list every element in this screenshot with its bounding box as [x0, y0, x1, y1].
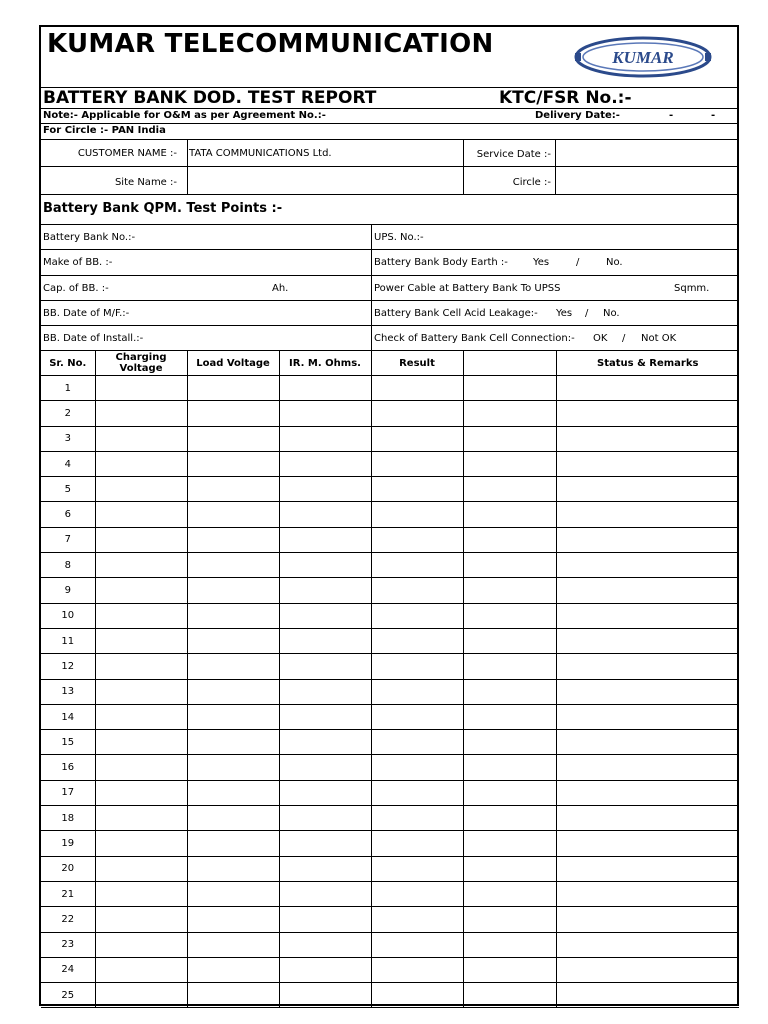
status-remarks-cell[interactable] [556, 502, 739, 527]
delivery-date-label: Delivery Date:- [535, 110, 620, 121]
make-of-bb-label: Make of BB. :- [43, 257, 113, 268]
charging-voltage-cell[interactable] [95, 907, 187, 932]
sr-no-cell: 24 [41, 957, 95, 982]
ir-ohms-cell[interactable] [279, 527, 371, 552]
body-earth-no: No. [606, 257, 623, 268]
acid-yes: Yes [556, 308, 573, 319]
result-cell[interactable] [371, 527, 463, 552]
blank-cell[interactable] [463, 704, 556, 729]
col-header-blank [463, 351, 556, 376]
col-header-load-voltage: Load Voltage [187, 351, 279, 376]
ir-ohms-cell[interactable] [279, 502, 371, 527]
status-remarks-cell[interactable] [556, 755, 739, 780]
table-row [41, 527, 739, 552]
result-cell[interactable] [371, 477, 463, 502]
load-voltage-cell[interactable] [187, 957, 279, 982]
blank-cell[interactable] [463, 730, 556, 755]
blank-cell[interactable] [463, 907, 556, 932]
result-cell[interactable] [371, 856, 463, 881]
blank-cell[interactable] [463, 831, 556, 856]
fsr-number-label: KTC/FSR No.:- [499, 88, 632, 108]
delivery-date-sep: - [669, 110, 674, 121]
charging-voltage-cell[interactable] [95, 679, 187, 704]
body-earth-slash: / [576, 257, 580, 268]
load-voltage-cell[interactable] [187, 603, 279, 628]
result-cell[interactable] [371, 376, 463, 401]
status-remarks-cell[interactable] [556, 907, 739, 932]
result-cell[interactable] [371, 806, 463, 831]
table-row [41, 704, 739, 729]
delivery-date-sep: - [711, 110, 716, 121]
sr-no-cell: 16 [41, 755, 95, 780]
status-remarks-cell[interactable] [556, 527, 739, 552]
sr-no-cell: 23 [41, 932, 95, 957]
table-row [41, 578, 739, 603]
load-voltage-cell[interactable] [187, 502, 279, 527]
acid-no: No. [603, 308, 620, 319]
table-row [41, 679, 739, 704]
sr-no-cell: 1 [41, 376, 95, 401]
status-remarks-cell[interactable] [556, 831, 739, 856]
date-mf-label: BB. Date of M/F.:- [43, 308, 130, 319]
status-remarks-cell[interactable] [556, 881, 739, 906]
battery-bank-no-label: Battery Bank No.:- [43, 232, 136, 243]
result-cell[interactable] [371, 831, 463, 856]
load-voltage-cell[interactable] [187, 831, 279, 856]
for-circle-text: For Circle :- PAN India [43, 125, 166, 136]
charging-voltage-cell[interactable] [95, 553, 187, 578]
table-row [41, 451, 739, 476]
load-voltage-cell[interactable] [187, 553, 279, 578]
charging-voltage-cell[interactable] [95, 401, 187, 426]
status-remarks-cell[interactable] [556, 983, 739, 1008]
load-voltage-cell[interactable] [187, 578, 279, 603]
table-row [41, 502, 739, 527]
field-row [41, 276, 737, 301]
blank-cell[interactable] [463, 881, 556, 906]
load-voltage-cell[interactable] [187, 426, 279, 451]
blank-cell[interactable] [463, 527, 556, 552]
status-remarks-cell[interactable] [556, 730, 739, 755]
status-remarks-cell[interactable] [556, 451, 739, 476]
charging-voltage-cell[interactable] [95, 806, 187, 831]
table-row [41, 780, 739, 805]
charging-voltage-cell[interactable] [95, 502, 187, 527]
blank-cell[interactable] [463, 628, 556, 653]
blank-cell[interactable] [463, 451, 556, 476]
table-row [41, 376, 739, 401]
load-voltage-cell[interactable] [187, 704, 279, 729]
result-cell[interactable] [371, 628, 463, 653]
table-row [41, 957, 739, 982]
circle-label: Circle :- [512, 177, 551, 188]
sr-no-cell: 13 [41, 679, 95, 704]
result-cell[interactable] [371, 730, 463, 755]
body-earth-label: Battery Bank Body Earth :- [374, 257, 508, 268]
load-voltage-cell[interactable] [187, 755, 279, 780]
ir-ohms-cell[interactable] [279, 806, 371, 831]
result-cell[interactable] [371, 426, 463, 451]
customer-name-label: CUSTOMER NAME :- [77, 148, 177, 159]
cap-unit: Ah. [272, 283, 289, 294]
result-cell[interactable] [371, 755, 463, 780]
sr-no-cell: 2 [41, 401, 95, 426]
table-row [41, 856, 739, 881]
charging-voltage-cell[interactable] [95, 881, 187, 906]
company-header [41, 27, 737, 88]
kumar-logo [573, 35, 713, 79]
table-row [41, 907, 739, 932]
ir-ohms-cell[interactable] [279, 755, 371, 780]
charging-voltage-cell[interactable] [95, 755, 187, 780]
ir-ohms-cell[interactable] [279, 679, 371, 704]
blank-cell[interactable] [463, 426, 556, 451]
load-voltage-cell[interactable] [187, 628, 279, 653]
col-header-ir-ohms: IR. M. Ohms. [279, 351, 371, 376]
charging-voltage-cell[interactable] [95, 957, 187, 982]
sr-no-cell: 17 [41, 780, 95, 805]
charging-voltage-cell[interactable] [95, 578, 187, 603]
table-row [41, 603, 739, 628]
ir-ohms-cell[interactable] [279, 881, 371, 906]
status-remarks-cell[interactable] [556, 654, 739, 679]
note-text: Note:- Applicable for O&M as per Agreement No.:- [43, 110, 326, 121]
col-header-result: Result [371, 351, 463, 376]
result-cell[interactable] [371, 451, 463, 476]
table-row [41, 426, 739, 451]
load-voltage-cell[interactable] [187, 401, 279, 426]
blank-cell[interactable] [463, 376, 556, 401]
table-row [41, 730, 739, 755]
ir-ohms-cell[interactable] [279, 578, 371, 603]
section-title: Battery Bank QPM. Test Points :- [43, 201, 283, 216]
report-title: BATTERY BANK DOD. TEST REPORT [43, 88, 377, 108]
status-remarks-cell[interactable] [556, 679, 739, 704]
result-cell[interactable] [371, 502, 463, 527]
sr-no-cell: 12 [41, 654, 95, 679]
sr-no-cell: 8 [41, 553, 95, 578]
sr-no-cell: 7 [41, 527, 95, 552]
sr-no-cell: 11 [41, 628, 95, 653]
result-cell[interactable] [371, 553, 463, 578]
sr-no-cell: 3 [41, 426, 95, 451]
circle-row [41, 124, 737, 140]
result-cell[interactable] [371, 401, 463, 426]
field-row [41, 225, 737, 250]
table-row [41, 401, 739, 426]
field-row [41, 301, 737, 326]
field-row [41, 250, 737, 276]
sr-no-cell: 15 [41, 730, 95, 755]
sr-no-cell: 4 [41, 451, 95, 476]
table-row [41, 983, 739, 1008]
status-remarks-cell[interactable] [556, 578, 739, 603]
charging-voltage-cell[interactable] [95, 704, 187, 729]
result-cell[interactable] [371, 780, 463, 805]
status-remarks-cell[interactable] [556, 553, 739, 578]
ir-ohms-cell[interactable] [279, 704, 371, 729]
test-points-table [41, 351, 739, 1008]
ir-ohms-cell[interactable] [279, 957, 371, 982]
table-row [41, 654, 739, 679]
blank-cell[interactable] [463, 502, 556, 527]
charging-voltage-cell[interactable] [95, 780, 187, 805]
charging-voltage-cell[interactable] [95, 856, 187, 881]
charging-voltage-cell[interactable] [95, 451, 187, 476]
charging-voltage-cell[interactable] [95, 983, 187, 1008]
status-remarks-cell[interactable] [556, 426, 739, 451]
acid-slash: / [585, 308, 589, 319]
blank-cell[interactable] [463, 603, 556, 628]
table-row [41, 881, 739, 906]
ir-ohms-cell[interactable] [279, 603, 371, 628]
load-voltage-cell[interactable] [187, 907, 279, 932]
sr-no-cell: 19 [41, 831, 95, 856]
ups-no-label: UPS. No.:- [374, 232, 424, 243]
load-voltage-cell[interactable] [187, 451, 279, 476]
status-remarks-cell[interactable] [556, 957, 739, 982]
load-voltage-cell[interactable] [187, 527, 279, 552]
status-remarks-cell[interactable] [556, 856, 739, 881]
cell-connection-label: Check of Battery Bank Cell Connection:- [374, 333, 575, 344]
ir-ohms-cell[interactable] [279, 628, 371, 653]
table-row [41, 477, 739, 502]
result-cell[interactable] [371, 881, 463, 906]
sr-no-cell: 10 [41, 603, 95, 628]
ir-ohms-cell[interactable] [279, 426, 371, 451]
blank-cell[interactable] [463, 401, 556, 426]
result-cell[interactable] [371, 957, 463, 982]
charging-voltage-cell[interactable] [95, 527, 187, 552]
blank-cell[interactable] [463, 553, 556, 578]
sr-no-cell: 5 [41, 477, 95, 502]
blank-cell[interactable] [463, 856, 556, 881]
report-title-row [41, 88, 737, 109]
ir-ohms-cell[interactable] [279, 654, 371, 679]
customer-row [41, 140, 737, 167]
ir-ohms-cell[interactable] [279, 780, 371, 805]
load-voltage-cell[interactable] [187, 376, 279, 401]
table-row [41, 553, 739, 578]
table-row [41, 628, 739, 653]
result-cell[interactable] [371, 603, 463, 628]
sr-no-cell: 25 [41, 983, 95, 1008]
table-row [41, 831, 739, 856]
charging-voltage-cell[interactable] [95, 477, 187, 502]
ir-ohms-cell[interactable] [279, 451, 371, 476]
cap-of-bb-label: Cap. of BB. :- [43, 283, 109, 294]
ir-ohms-cell[interactable] [279, 401, 371, 426]
body-earth-yes: Yes [533, 257, 550, 268]
load-voltage-cell[interactable] [187, 856, 279, 881]
load-voltage-cell[interactable] [187, 780, 279, 805]
ir-ohms-cell[interactable] [279, 831, 371, 856]
status-remarks-cell[interactable] [556, 401, 739, 426]
col-header-sr-no: Sr. No. [41, 351, 95, 376]
charging-voltage-cell[interactable] [95, 932, 187, 957]
ir-ohms-cell[interactable] [279, 730, 371, 755]
sr-no-cell: 20 [41, 856, 95, 881]
site-row [41, 167, 737, 195]
sr-no-cell: 22 [41, 907, 95, 932]
conn-ok: OK [593, 333, 608, 344]
status-remarks-cell[interactable] [556, 704, 739, 729]
status-remarks-cell[interactable] [556, 477, 739, 502]
sr-no-cell: 6 [41, 502, 95, 527]
charging-voltage-cell[interactable] [95, 376, 187, 401]
conn-slash: / [622, 333, 626, 344]
col-header-charging-voltage: Charging Voltage [95, 351, 187, 376]
ir-ohms-cell[interactable] [279, 983, 371, 1008]
site-name-label: Site Name :- [114, 177, 177, 188]
ir-ohms-cell[interactable] [279, 477, 371, 502]
status-remarks-cell[interactable] [556, 628, 739, 653]
blank-cell[interactable] [463, 780, 556, 805]
load-voltage-cell[interactable] [187, 730, 279, 755]
blank-cell[interactable] [463, 755, 556, 780]
result-cell[interactable] [371, 578, 463, 603]
blank-cell[interactable] [463, 932, 556, 957]
blank-cell[interactable] [463, 578, 556, 603]
table-header-row [41, 351, 739, 376]
power-cable-unit: Sqmm. [674, 283, 710, 294]
blank-cell[interactable] [463, 983, 556, 1008]
load-voltage-cell[interactable] [187, 932, 279, 957]
load-voltage-cell[interactable] [187, 983, 279, 1008]
charging-voltage-cell[interactable] [95, 831, 187, 856]
section-title-row [41, 195, 737, 225]
power-cable-label: Power Cable at Battery Bank To UPSS [374, 283, 561, 294]
result-cell[interactable] [371, 983, 463, 1008]
ir-ohms-cell[interactable] [279, 932, 371, 957]
ir-ohms-cell[interactable] [279, 553, 371, 578]
ir-ohms-cell[interactable] [279, 907, 371, 932]
sr-no-cell: 14 [41, 704, 95, 729]
status-remarks-cell[interactable] [556, 780, 739, 805]
acid-leakage-label: Battery Bank Cell Acid Leakage:- [374, 308, 538, 319]
result-cell[interactable] [371, 654, 463, 679]
blank-cell[interactable] [463, 654, 556, 679]
result-cell[interactable] [371, 704, 463, 729]
charging-voltage-cell[interactable] [95, 628, 187, 653]
status-remarks-cell[interactable] [556, 932, 739, 957]
charging-voltage-cell[interactable] [95, 426, 187, 451]
sr-no-cell: 9 [41, 578, 95, 603]
conn-not-ok: Not OK [641, 333, 677, 344]
date-install-label: BB. Date of Install.:- [43, 333, 144, 344]
table-row [41, 755, 739, 780]
table-row [41, 806, 739, 831]
status-remarks-cell[interactable] [556, 806, 739, 831]
report-sheet [39, 25, 739, 1006]
service-date-label: Service Date :- [476, 149, 551, 160]
blank-cell[interactable] [463, 679, 556, 704]
charging-voltage-cell[interactable] [95, 730, 187, 755]
customer-name-value: TATA COMMUNICATIONS Ltd. [189, 148, 332, 159]
result-cell[interactable] [371, 679, 463, 704]
company-name: KUMAR TELECOMMUNICATION [47, 29, 494, 59]
status-remarks-cell[interactable] [556, 603, 739, 628]
result-cell[interactable] [371, 907, 463, 932]
charging-voltage-cell[interactable] [95, 654, 187, 679]
sr-no-cell: 21 [41, 881, 95, 906]
ir-ohms-cell[interactable] [279, 856, 371, 881]
load-voltage-cell[interactable] [187, 477, 279, 502]
charging-voltage-cell[interactable] [95, 603, 187, 628]
note-row [41, 109, 737, 124]
load-voltage-cell[interactable] [187, 679, 279, 704]
load-voltage-cell[interactable] [187, 806, 279, 831]
status-remarks-cell[interactable] [556, 376, 739, 401]
blank-cell[interactable] [463, 806, 556, 831]
table-row [41, 932, 739, 957]
ir-ohms-cell[interactable] [279, 376, 371, 401]
result-cell[interactable] [371, 932, 463, 957]
field-row [41, 326, 737, 351]
load-voltage-cell[interactable] [187, 881, 279, 906]
col-header-status-remarks: Status & Remarks [556, 351, 739, 376]
blank-cell[interactable] [463, 957, 556, 982]
load-voltage-cell[interactable] [187, 654, 279, 679]
logo-text: KUMAR [612, 48, 674, 67]
sr-no-cell: 18 [41, 806, 95, 831]
blank-cell[interactable] [463, 477, 556, 502]
